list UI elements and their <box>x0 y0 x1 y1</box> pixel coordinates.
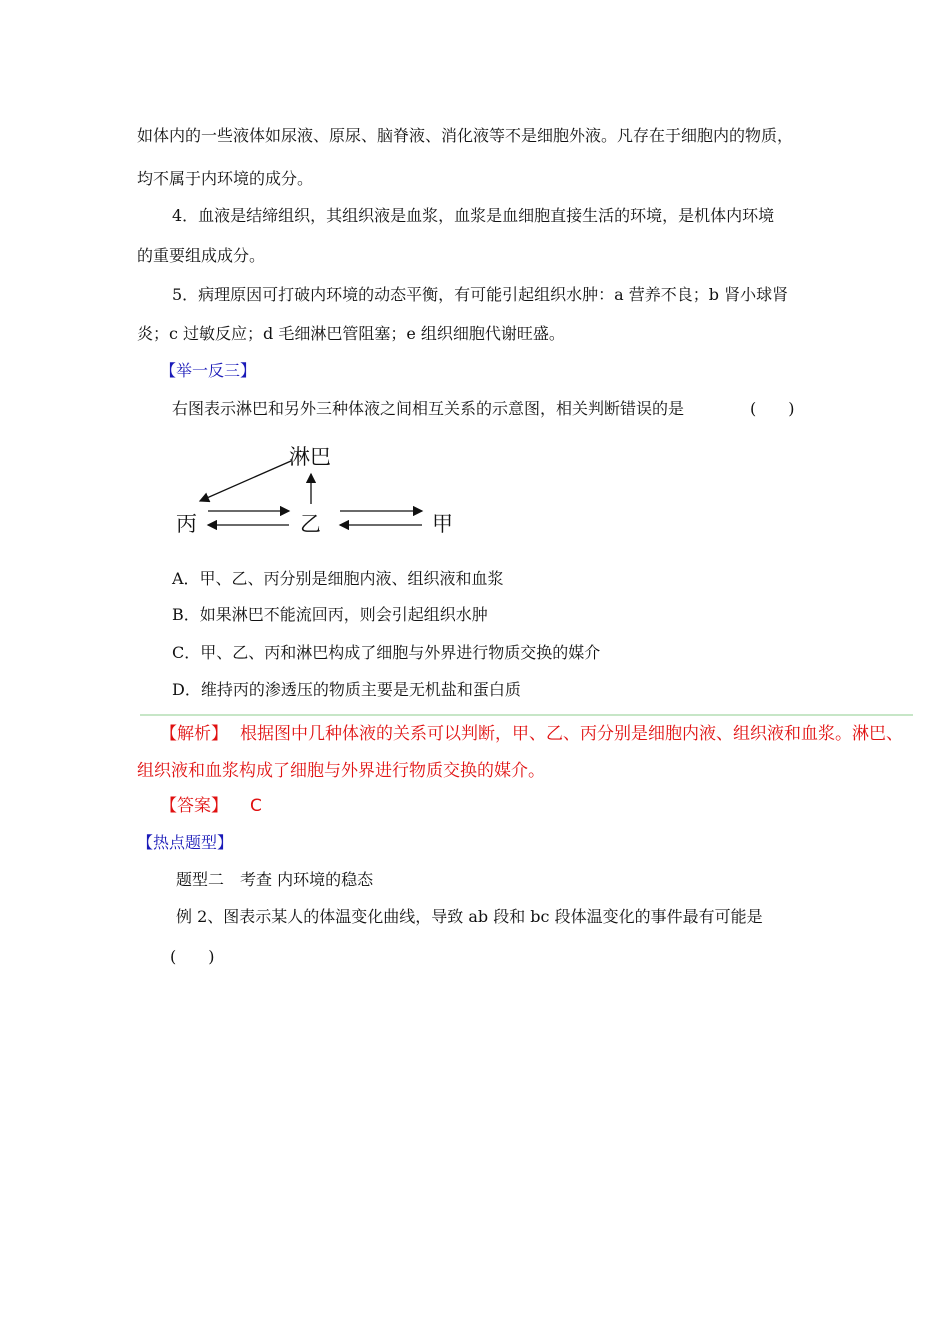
diagram-label-bing: 丙 <box>176 512 197 536</box>
answer-value: C <box>250 796 262 816</box>
type2-title: 题型二 考查 内环境的稳态 <box>176 870 374 889</box>
option-a: A．甲、乙、丙分别是细胞内液、组织液和血浆 <box>172 569 504 588</box>
diagram-label-yi: 乙 <box>300 512 321 536</box>
paragraph-1-line-2: 均不属于内环境的成分。 <box>137 169 314 188</box>
option-b: B．如果淋巴不能流回丙，则会引起组织水肿 <box>172 605 488 624</box>
analysis-tag: 【解析】 <box>160 724 228 744</box>
section-tag-practice: 【举一反三】 <box>160 361 257 380</box>
hot-topic-tag: 【热点题型】 <box>137 833 234 852</box>
diagram-label-jia: 甲 <box>432 512 453 536</box>
arrow-lymph-to-bing <box>200 461 291 501</box>
example-2-stem: 例 2、图表示某人的体温变化曲线，导致 ab 段和 bc 段体温变化的事件最有可能是 <box>176 907 763 926</box>
question-bracket: ( ) <box>750 399 795 418</box>
body-fluid-diagram <box>170 438 470 538</box>
option-c: C．甲、乙、丙和淋巴构成了细胞与外界进行物质交换的媒介 <box>172 643 601 662</box>
option-d: D．维持丙的渗透压的物质主要是无机盐和蛋白质 <box>172 680 521 699</box>
diagram-label-lymph: 淋巴 <box>289 445 331 469</box>
paragraph-2-line-2: 的重要组成成分。 <box>137 246 266 265</box>
analysis-line-1: 根据图中几种体液的关系可以判断，甲、乙、丙分别是细胞内液、组织液和血浆。淋巴、 <box>240 724 903 744</box>
example-2-bracket: ( ) <box>170 947 215 966</box>
question-stem: 右图表示淋巴和另外三种体液之间相互关系的示意图，相关判断错误的是 <box>172 399 685 418</box>
separator-line <box>140 714 913 716</box>
paragraph-1-line-1: 如体内的一些液体如尿液、原尿、脑脊液、消化液等不是细胞外液。凡存在于细胞内的物质， <box>137 126 794 145</box>
paragraph-2-line-1: 4．血液是结缔组织，其组织液是血浆，血浆是血细胞直接生活的环境，是机体内环境 <box>172 206 775 225</box>
paragraph-3-line-2: 炎；c 过敏反应；d 毛细淋巴管阻塞；e 组织细胞代谢旺盛。 <box>137 324 565 343</box>
paragraph-3-line-1: 5．病理原因可打破内环境的动态平衡，有可能引起组织水肿：a 营养不良；b 肾小球肾 <box>172 285 789 304</box>
answer-tag: 【答案】 <box>160 796 228 816</box>
analysis-line-2: 组织液和血浆构成了细胞与外界进行物质交换的媒介。 <box>137 761 545 781</box>
